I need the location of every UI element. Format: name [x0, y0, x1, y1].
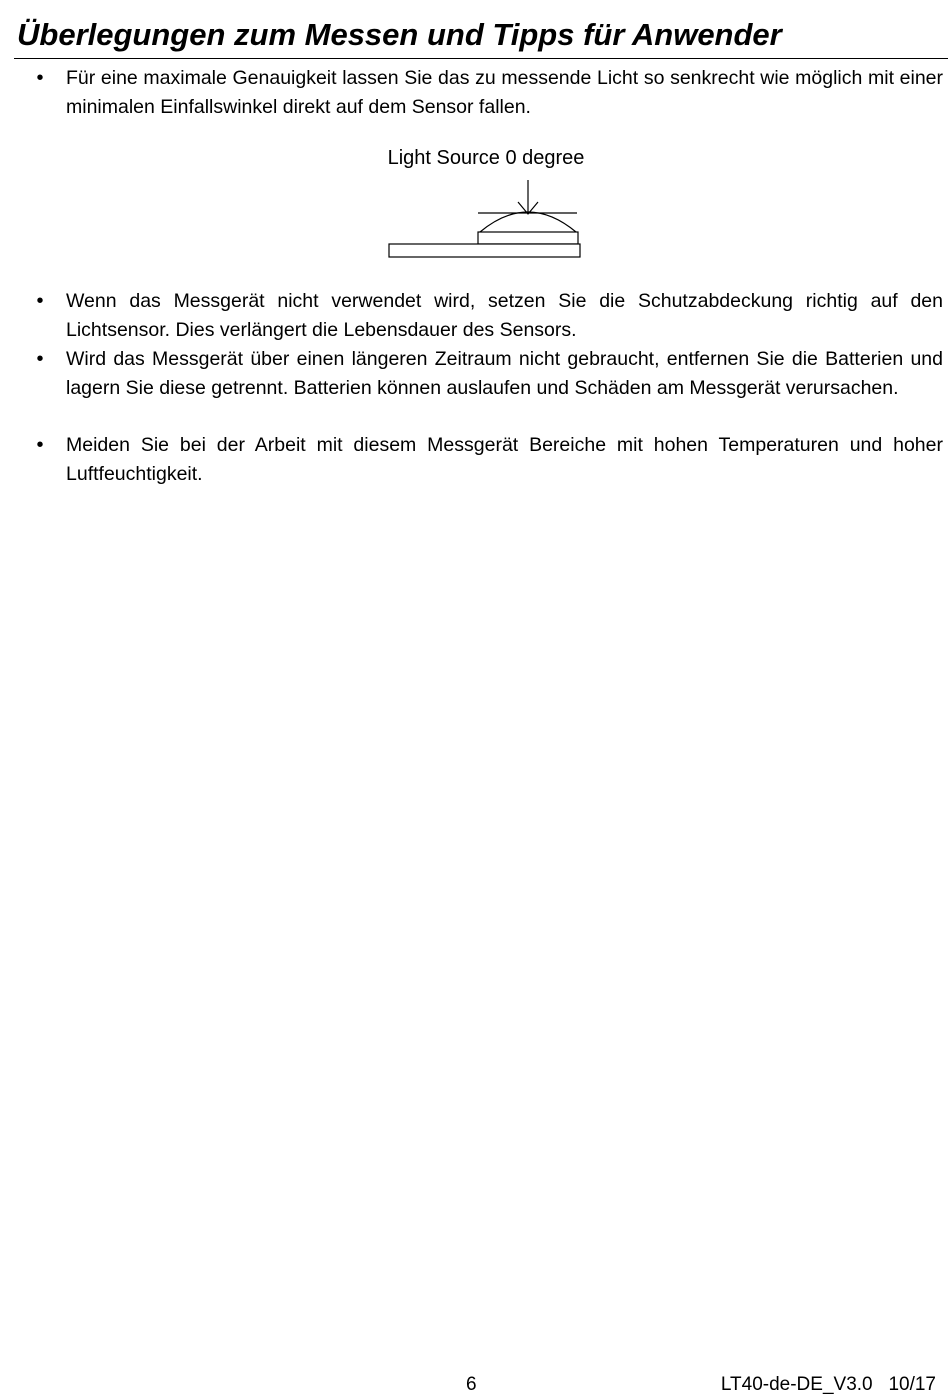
page-number: 6	[466, 1374, 477, 1395]
base-plate	[389, 244, 580, 257]
page-title: Überlegungen zum Messen und Tipps für Anwender	[17, 17, 782, 52]
list-item-text: Wenn das Messgerät nicht verwendet wird, setzen Sie die Schutzabdeckung richtig auf den Lichtsensor. Dies verlängert die Lebensdauer des Sensors.	[66, 290, 943, 341]
list-item-text: Meiden Sie bei der Arbeit mit diesem Messgerät Bereiche mit hohen Temperaturen und hoher Luftfeuchtigkeit.	[66, 434, 943, 485]
diagram-caption: Light Source 0 degree	[387, 147, 585, 169]
bullet-icon: •	[36, 67, 44, 89]
document-id: LT40-de-DE_V3.0 10/17	[720, 1374, 936, 1395]
bullet-icon: •	[36, 290, 44, 312]
sensor-dome	[480, 212, 576, 232]
sensor-housing	[478, 232, 578, 244]
light-source-diagram	[370, 140, 610, 270]
list-item-text: Für eine maximale Genauigkeit lassen Sie das zu messende Licht so senkrecht wie möglich mit einer minimalen Einfallswinkel direkt auf dem Sensor fallen.	[66, 67, 943, 118]
title-underline	[14, 58, 948, 59]
list-item-text: Wird das Messgerät über einen längeren Zeitraum nicht gebraucht, entfernen Sie die Batterien und lagern Sie diese getrennt. Batterien können auslaufen und Schäden am Messgerät verursachen.	[66, 348, 943, 399]
bullet-icon: •	[36, 348, 44, 370]
bullet-icon: •	[36, 434, 44, 456]
sensor-illustration	[370, 140, 610, 270]
